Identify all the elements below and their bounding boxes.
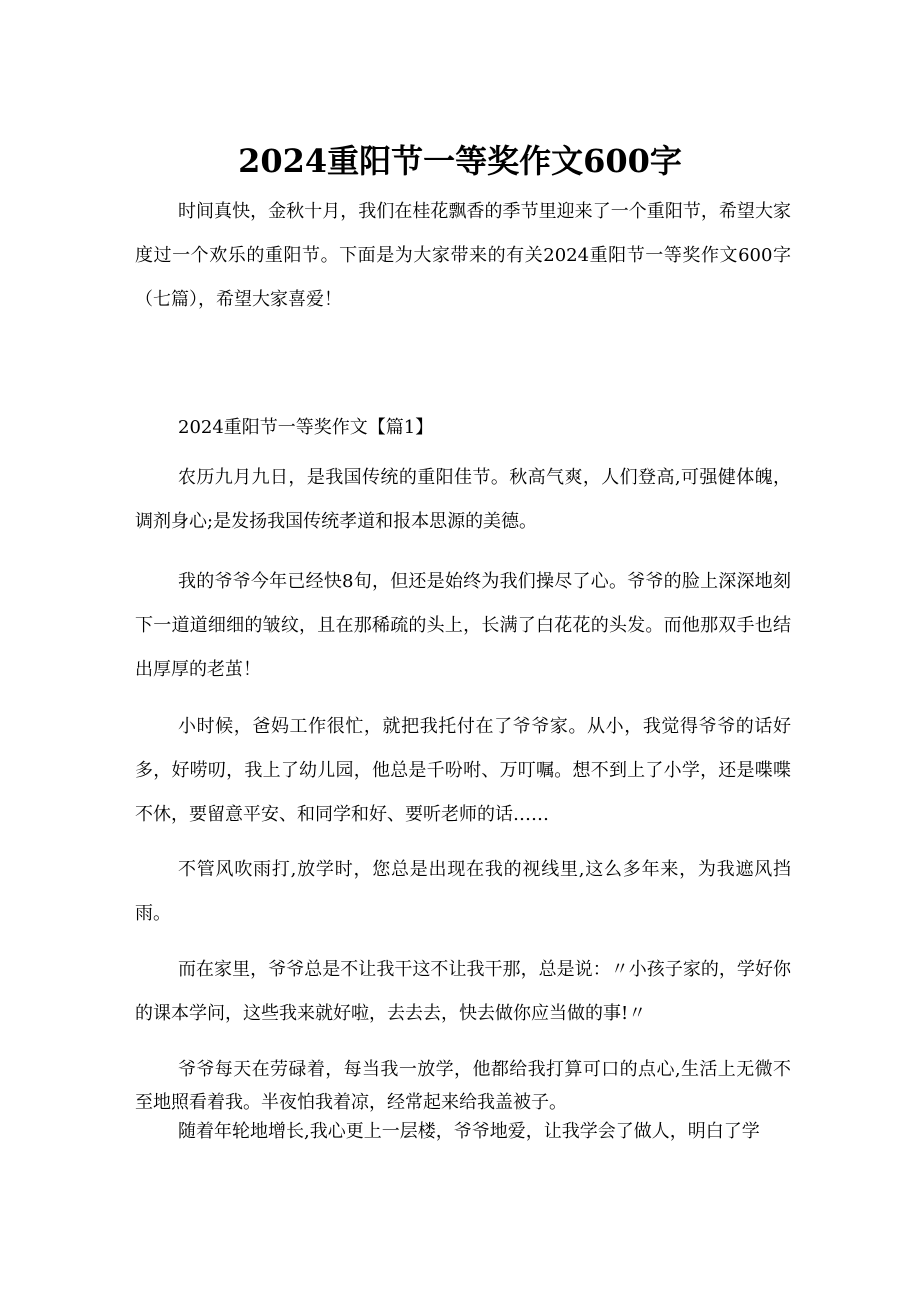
body-paragraph-2: 我的爷爷今年已经快8旬，但还是始终为我们操尽了心。爷爷的脸上深深地刻下一道道细细的皱纹，且在那稀疏的头上，长满了白花花的头发。而他那双手也结出厚厚的老茧！ [135, 571, 791, 680]
document-title: 2024重阳节一等奖作文600字 [238, 142, 682, 180]
body-paragraph-5: 而在家里，爷爷总是不让我干这不让我干那，总是说：〃小孩子家的，学好你的课本学问，这些我来就好啦，去去去，快去做你应当做的事!〃 [135, 959, 791, 1024]
body-paragraph-3: 小时候，爸妈工作很忙，就把我托付在了爷爷家。从小，我觉得爷爷的话好多，好唠叨，我上了幼儿园，他总是千吩咐、万叮嘱。想不到上了小学，还是喋喋不休，要留意平安、和同学和好、要听老师的话…… [135, 716, 791, 825]
body-paragraph-7: 随着年轮地增长,我心更上一层楼，爷爷地爱，让我学会了做人，明白了学 [178, 1121, 760, 1142]
body-paragraph-6: 爷爷每天在劳碌着，每当我一放学，他都给我打算可口的点心,生活上无微不至地照看着我。半夜怕我着凉，经常起来给我盖被子。 [135, 1059, 791, 1113]
section-heading: 2024重阳节一等奖作文【篇1】 [178, 417, 434, 438]
body-paragraph-4: 不管风吹雨打,放学时，您总是出现在我的视线里,这么多年来，为我遮风挡雨。 [135, 859, 791, 924]
intro-paragraph: 时间真快，金秋十月，我们在桂花飘香的季节里迎来了一个重阳节，希望大家度过一个欢乐的重阳节。下面是为大家带来的有关2024重阳节一等奖作文600字（七篇），希望大家喜爱！ [135, 201, 791, 310]
body-paragraph-1: 农历九月九日，是我国传统的重阳佳节。秋高气爽，人们登高,可强健体魄，调剂身心;是发扬我国传统孝道和报本思源的美德。 [135, 467, 791, 532]
